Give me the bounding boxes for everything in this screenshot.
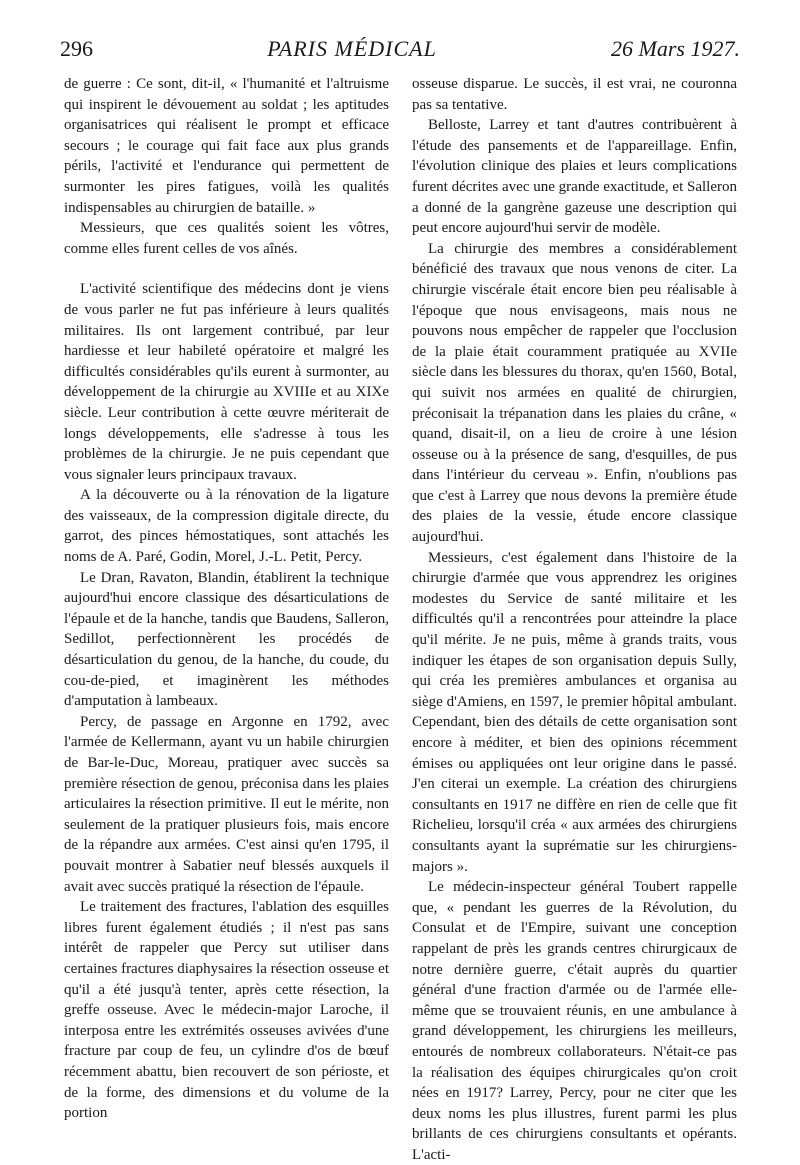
left-column (64, 74, 389, 1124)
paragraph: A la découverte ou à la rénovation de la ligature des vaisseaux, de la compression digitale directe, du garrot, des pinces hémostatiques, sont attachés les noms de A. Paré, Godin, Morel, J.-L. Petit, Percy. (64, 487, 389, 566)
page-number: 296 (60, 36, 93, 61)
issue-date: 26 Mars 1927. (611, 36, 740, 61)
journal-title: PARIS MÉDICAL (267, 36, 437, 61)
paragraph: L'activité scientifique des médecins dont je viens de vous parler ne fut pas inférieure à leurs qualités militaires. Ils ont largement contribué, par leur hardiesse et leur habileté opératoire et malgré les difficultés considérables qu'ils eurent à surmonter, au développement de la chirurgie au XVIIIe et au XIXe siècle. Leur contribution à cette œuvre mériterait de longs développements, elle s'adresse à tous les problèmes de la chirurgie. Je ne puis cependant que vous signaler leurs principaux travaux. (64, 281, 389, 483)
paragraph: de guerre : Ce sont, dit-il, « l'humanité et l'altruisme qui inspirent le dévouement au soldat ; les aptitudes organisatrices qui réalisent le prompt et efficace secours ; le courage qui fait face aux plus grands périls, l'activité et l'endurance qui permettent de surmonter les pires fatigues, voilà les qualités indispensables au chirurgien de bataille. » (64, 76, 389, 216)
paragraph: Le traitement des fractures, l'ablation des esquilles libres furent également étudiés ; il n'est pas sans intérêt de rappeler que Percy sut utiliser dans certaines fractures diaphysaires la résection osseuse et qu'il a été jusqu'à tenter, après cette résection, la greffe osseuse. Avec le médecin-major Laroche, il interposa entre les extrémités osseuses avivées d'une fracture par coup de feu, un cylindre d'os de bœuf récemment abattu, bien recouvert de son périoste, et de la forme, des dimensions et du volume de la portion (64, 899, 389, 1122)
paragraph: osseuse disparue. Le succès, il est vrai, ne couronna pas sa tentative. (412, 76, 737, 113)
paragraph: Le médecin-inspecteur général Toubert rappelle que, « pendant les guerres de la Révolution, du Consulat et de l'Empire, suivant une conception rappelant de près les grands centres chirurgicaux de notre dernière guerre, c'était auprès du quartier général d'une fraction d'armée ou de l'armée elle-même que se trouvaient réunis, en une ambulance à grand développement, les chirurgiens les meilleurs, entourés de nombreux collaborateurs. N'était-ce pas la réalisation des équipes chirurgicales qu'on croit nées en 1917? Larrey, Percy, pour ne citer que les deux noms les plus illustres, furent parmi les plus brillants de ces chirurgiens consultants et opérants. L'acti- (412, 879, 737, 1163)
paragraph: La chirurgie des membres a considérablement bénéficié des travaux que nous venons de citer. La chirurgie viscérale était encore bien peu réalisable à l'époque que nous envisageons, mais nous ne pouvons nous empêcher de rappeler que l'occlusion de la plaie était couramment pratiquée au XVIIe siècle dans les blessures du thorax, qu'en 1560, Botal, qui suivit nos armées en qualité de chirurgien, préconisait la trépanation dans les plaies du crâne, « quand, disait-il, on a lieu de croire à une lésion osseuse ou à la présence de sang, d'esquilles, de pus dans l'intérieur du cerveau ». Enfin, n'oublions pas que c'est à Larrey que nous devons la première étude des plaies de la vessie, étude encore classique aujourd'hui. (412, 240, 737, 546)
right-column (412, 74, 737, 1165)
paragraph: Messieurs, c'est également dans l'histoire de la chirurgie d'armée que vous apprendrez les origines modestes du Service de santé militaire et les difficultés qu'il a rencontrées pour atteindre la place qu'il mérite. Je ne puis, même à grands traits, vous indiquer les étapes de son organisation depuis Sully, qui créa les premières ambulances et organisa au siège d'Amiens, en 1597, le premier hôpital ambulant. Cependant, bien des détails de cette organisation sont encore à méditer, et bien des opinions récemment émises ou appliquées ont leur origine dans le passé. J'en citerai un exemple. La création des chirurgiens consultants en 1917 ne diffère en rien de celle que fit Richelieu, lorsqu'il créa « aux armées des chirurgiens consultants ayant la suprématie sur les chirurgiens-majors ». (412, 549, 737, 875)
paragraph: Belloste, Larrey et tant d'autres contribuèrent à l'étude des pansements et de l'appareillage. Enfin, l'évolution clinique des plaies et leurs complications furent décrites avec une grande exactitude, et Salleron a donné de la gangrène gazeuse une description qui peut encore aujourd'hui servir de modèle. (412, 117, 737, 237)
paragraph: Percy, de passage en Argonne en 1792, avec l'armée de Kellermann, ayant vu un habile chirurgien de Bar-le-Duc, Moreau, pratiquer avec succès sa première résection de genou, préconisa dans les plaies articulaires la résection primitive. Il eut le mérite, non seulement de la pratiquer plusieurs fois, mais encore de la répandre aux armées. C'est ainsi qu'en 1795, il pouvait montrer à Sabatier neuf blessés auxquels il avait avec succès pratiqué la résection de l'épaule. (64, 713, 389, 895)
paragraph: Le Dran, Ravaton, Blandin, établirent la technique aujourd'hui encore classique des désarticulations de l'épaule et de la hanche, tandis que Baudens, Salleron, Sedillot, perfectionnèrent les procédés de désarticulation du genou, de la hanche, du coude, du cou-de-pied, et imaginèrent les méthodes d'amputation à lambeaux. (64, 569, 389, 710)
page-header (60, 36, 740, 66)
paragraph: Messieurs, que ces qualités soient les vôtres, comme elles furent celles de vos aînés. (64, 220, 389, 257)
